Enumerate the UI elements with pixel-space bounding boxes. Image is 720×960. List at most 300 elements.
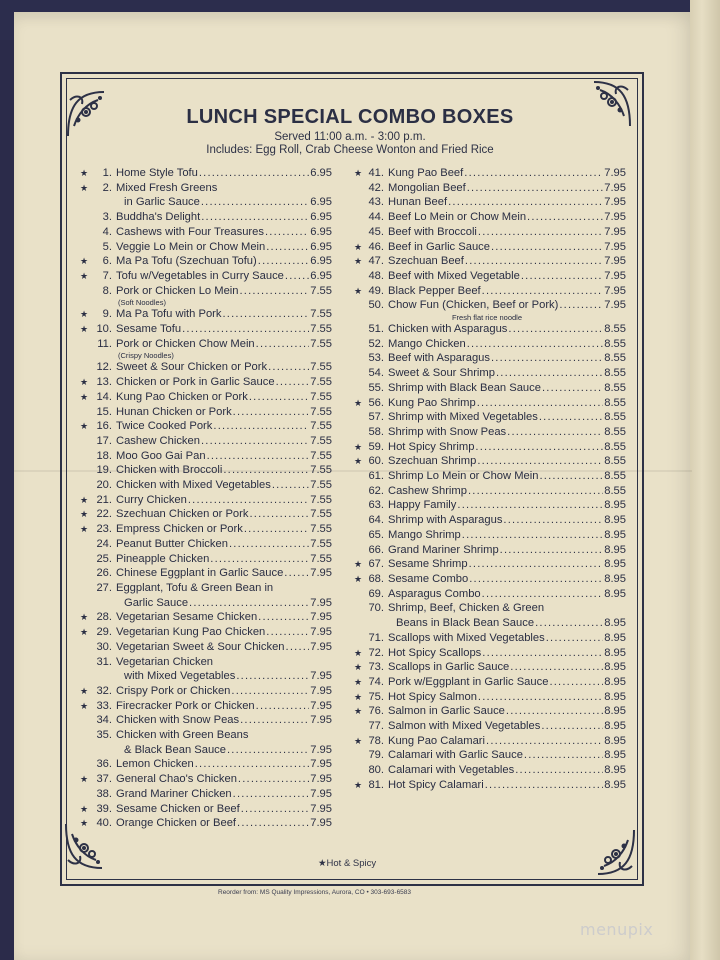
item-number: 52. (368, 337, 384, 350)
leader-dots (285, 269, 309, 284)
item-line (388, 425, 626, 440)
item-line (116, 816, 332, 831)
item-line (116, 390, 332, 405)
hot-spicy-star-icon (354, 587, 364, 602)
item-price: 7.95 (310, 787, 332, 800)
item-price: 7.95 (310, 626, 332, 639)
hot-spicy-star-icon (354, 498, 364, 513)
item-name: Szechuan Shrimp (388, 455, 477, 468)
item-line (116, 757, 332, 772)
item-name: Shrimp, Beef, Chicken & Green (388, 602, 545, 615)
item-number: 53. (368, 352, 384, 365)
item-name: Sweet & Sour Shrimp (388, 367, 495, 380)
hot-spicy-star-icon: ★ (354, 573, 363, 584)
menu-column-left (80, 166, 332, 831)
item-price: 8.55 (604, 352, 626, 365)
item-line (116, 375, 332, 390)
item-price: 8.95 (604, 617, 626, 630)
item-line (388, 469, 626, 484)
item-name: Calamari with Vegetables (388, 764, 515, 777)
hot-spicy-star-icon (354, 351, 364, 366)
item-body (388, 381, 626, 396)
menu-item (354, 587, 626, 602)
leader-dots (238, 772, 309, 787)
item-price: 8.55 (604, 367, 626, 380)
leader-dots (477, 454, 603, 469)
item-name: Chicken with Snow Peas (116, 714, 240, 727)
menu-item (80, 322, 332, 337)
item-line (116, 566, 332, 581)
item-price: 8.95 (604, 675, 626, 688)
item-body (116, 254, 332, 269)
item-name: Home Style Tofu (116, 167, 198, 179)
leader-dots (491, 240, 603, 255)
item-name: Salmon with Mixed Vegetables (388, 720, 541, 733)
item-line (388, 181, 626, 196)
leader-dots (258, 610, 309, 625)
item-body (388, 646, 626, 661)
item-line (116, 195, 332, 210)
item-number: 4. (102, 225, 112, 238)
item-number: 40. (96, 817, 112, 830)
menu-item (354, 269, 626, 284)
item-line (116, 640, 332, 655)
item-body (388, 572, 626, 587)
hot-spicy-star-icon: ★ (80, 421, 89, 432)
item-price: 7.95 (310, 640, 332, 653)
menu-item (354, 763, 626, 778)
hot-spicy-star-icon (80, 787, 90, 802)
item-name: Beef with Broccoli (388, 225, 477, 238)
leader-dots (468, 484, 603, 499)
item-number: 10. (96, 323, 112, 336)
item-name: Vegetarian Sweet & Sour Chicken (116, 640, 285, 653)
item-name: Kung Pao Calamari (388, 734, 486, 747)
leader-dots (524, 748, 603, 763)
item-line (116, 240, 332, 255)
item-number: 47. (368, 255, 384, 268)
item-price: 8.95 (604, 661, 626, 674)
item-line (116, 225, 332, 240)
item-price: 6.95 (310, 225, 332, 238)
leader-dots (265, 225, 309, 240)
hot-spicy-star-icon (80, 240, 90, 255)
item-body (116, 307, 332, 322)
item-number: 69. (368, 587, 384, 600)
menu-item (354, 631, 626, 646)
item-name: Kung Pao Shrimp (388, 396, 476, 409)
menu-item (354, 778, 626, 793)
leader-dots (195, 757, 309, 772)
item-name: Beef Lo Mein or Chow Mein (388, 211, 527, 224)
item-price: 8.95 (604, 499, 626, 512)
item-number: 27. (96, 581, 112, 594)
menu-item (354, 543, 626, 558)
leader-dots (268, 360, 309, 375)
menu-item (354, 181, 626, 196)
item-name: Pork w/Eggplant in Garlic Sauce (388, 675, 549, 688)
item-name: Pork or Chicken Chow Mein (116, 337, 255, 350)
hot-spicy-legend: ★Hot & Spicy (318, 858, 377, 869)
item-price: 6.95 (310, 167, 332, 179)
item-line (116, 787, 332, 802)
item-line (388, 322, 626, 337)
item-price: 8.55 (604, 411, 626, 424)
item-name: Peanut Butter Chicken (116, 537, 228, 550)
item-line (388, 763, 626, 778)
item-name: Sesame Combo (388, 572, 469, 585)
hot-spicy-star-icon (354, 484, 364, 499)
leader-dots (507, 425, 603, 440)
menu-item (354, 254, 626, 269)
item-line (116, 493, 332, 508)
hot-spicy-star-icon (80, 566, 90, 581)
leader-dots (213, 419, 309, 434)
leader-dots (286, 640, 310, 655)
menu-item (80, 655, 332, 684)
item-price: 8.55 (604, 455, 626, 468)
item-name: Chicken with Broccoli (116, 464, 223, 477)
item-number: 73. (368, 661, 384, 674)
item-line (116, 713, 332, 728)
leader-dots (258, 254, 309, 269)
reorder-footer: Reorder from: MS Quality Impressions, Aurora, CO • 303-693-6583 (218, 889, 412, 896)
hot-spicy-star-icon: ★ (80, 324, 89, 335)
item-body (388, 587, 626, 602)
item-name: Mongolian Beef (388, 181, 466, 194)
menu-item (354, 660, 626, 675)
hot-spicy-star-icon: ★ (354, 241, 363, 252)
leader-dots (457, 498, 603, 513)
menu-column-right (354, 166, 626, 793)
item-line (116, 802, 332, 817)
item-number: 13. (96, 376, 112, 389)
item-name: Ma Pa Tofu with Pork (116, 308, 222, 321)
item-number: 64. (368, 514, 384, 527)
item-name: Happy Family (388, 499, 457, 512)
item-number: 45. (368, 225, 384, 238)
leader-dots (559, 298, 603, 313)
item-name: Beef in Garlic Sauce (388, 240, 490, 253)
leader-dots (527, 210, 603, 225)
item-body (116, 449, 332, 464)
item-body (388, 322, 626, 337)
item-name: Mango Shrimp (388, 528, 461, 541)
menu-item (354, 166, 626, 181)
menu-item (80, 434, 332, 449)
item-name: Chicken with Asparagus (388, 323, 508, 336)
item-body (388, 778, 626, 793)
item-price: 7.55 (310, 284, 332, 297)
item-body (388, 690, 626, 705)
item-line (388, 616, 626, 631)
item-name: Shrimp with Snow Peas (388, 425, 507, 438)
hot-spicy-star-icon: ★ (354, 559, 363, 570)
hot-spicy-star-icon (354, 410, 364, 425)
item-line (388, 646, 626, 661)
item-price: 8.95 (604, 749, 626, 762)
item-price: 7.95 (604, 167, 626, 179)
item-name: Pineapple Chicken (116, 552, 210, 565)
menu-item (80, 419, 332, 434)
menu-item (354, 210, 626, 225)
leader-dots (201, 195, 309, 210)
item-body (116, 522, 332, 537)
leader-dots (539, 410, 603, 425)
leader-dots (485, 778, 603, 793)
item-name: Sesame Shrimp (388, 558, 468, 571)
item-name: Moo Goo Gai Pan (116, 449, 206, 462)
hot-spicy-star-icon: ★ (354, 662, 363, 673)
flourish-bottom-right-icon (582, 824, 638, 880)
item-price: 7.55 (310, 493, 332, 506)
leader-dots (237, 816, 309, 831)
menu-item (354, 646, 626, 661)
item-number: 46. (368, 240, 384, 253)
item-line (116, 337, 332, 352)
leader-dots (266, 240, 309, 255)
item-body (116, 655, 332, 684)
item-price: 7.95 (310, 817, 332, 830)
hot-spicy-star-icon (80, 757, 90, 772)
item-line (388, 440, 626, 455)
menu-item (80, 728, 332, 757)
item-name: Szechuan Chicken or Pork (116, 508, 249, 521)
item-number: 24. (96, 537, 112, 550)
item-number: 61. (368, 470, 384, 483)
menu-item (80, 566, 332, 581)
item-body (388, 454, 626, 469)
item-name: Sesame Tofu (116, 323, 182, 336)
item-body (116, 581, 332, 610)
item-number: 19. (96, 464, 112, 477)
item-price: 7.95 (310, 758, 332, 771)
menu-item (80, 375, 332, 390)
item-number: 51. (368, 323, 384, 336)
item-name: Hot Spicy Salmon (388, 690, 477, 703)
item-body (388, 425, 626, 440)
hot-spicy-star-icon: ★ (354, 397, 363, 408)
hot-spicy-star-icon (354, 225, 364, 240)
item-number: 72. (368, 646, 384, 659)
menu-item (80, 699, 332, 714)
hot-spicy-star-icon (80, 537, 90, 552)
menu-item (80, 640, 332, 655)
item-price: 8.55 (604, 337, 626, 350)
leader-dots (477, 396, 604, 411)
item-body (116, 337, 332, 361)
item-price: 7.55 (310, 361, 332, 374)
menu-item (80, 802, 332, 817)
menu-item (80, 787, 332, 802)
leader-dots (266, 625, 309, 640)
item-line (116, 596, 332, 611)
item-body (116, 757, 332, 772)
menu-item (80, 269, 332, 284)
item-number: 29. (96, 626, 112, 639)
item-body (388, 351, 626, 366)
leader-dots (188, 493, 309, 508)
menu-item (80, 284, 332, 308)
leader-dots (244, 522, 309, 537)
hot-spicy-star-icon (80, 478, 90, 493)
item-body (388, 284, 626, 299)
leader-dots (207, 449, 310, 464)
hot-spicy-star-icon (354, 543, 364, 558)
item-body (116, 166, 332, 181)
hot-spicy-star-icon (354, 528, 364, 543)
item-price: 8.55 (604, 440, 626, 453)
menu-item (354, 469, 626, 484)
item-price: 8.95 (604, 734, 626, 747)
leader-dots (210, 552, 309, 567)
menu-item (354, 513, 626, 528)
item-body (116, 787, 332, 802)
menu-item (80, 772, 332, 787)
item-line (388, 572, 626, 587)
item-line (388, 366, 626, 381)
item-line (116, 684, 332, 699)
item-line (388, 704, 626, 719)
item-line (116, 772, 332, 787)
item-line (388, 351, 626, 366)
item-line (388, 166, 626, 181)
item-number: 43. (368, 196, 384, 209)
item-line (388, 513, 626, 528)
item-line (116, 284, 332, 299)
leader-dots (284, 566, 309, 581)
leader-dots (469, 572, 603, 587)
item-number: 36. (96, 758, 112, 771)
item-body (388, 601, 626, 630)
item-name: Kung Pao Beef (388, 167, 464, 179)
hot-spicy-star-icon (354, 631, 364, 646)
item-number: 18. (96, 449, 112, 462)
item-body (388, 410, 626, 425)
item-line (388, 690, 626, 705)
item-line (116, 507, 332, 522)
item-line (116, 269, 332, 284)
menu-item (354, 366, 626, 381)
hot-spicy-star-icon: ★ (80, 391, 89, 402)
item-price: 8.95 (604, 543, 626, 556)
menu-item (80, 225, 332, 240)
item-number: 14. (96, 390, 112, 403)
item-number: 26. (96, 567, 112, 580)
leader-dots (515, 763, 603, 778)
item-number: 5. (102, 240, 112, 253)
leader-dots (199, 166, 309, 181)
leader-dots (223, 307, 310, 322)
item-name-continued: with Mixed Vegetables (124, 670, 236, 683)
item-number: 41. (368, 167, 384, 179)
item-number: 21. (96, 493, 112, 506)
item-price: 8.95 (604, 514, 626, 527)
menu-item (354, 284, 626, 299)
item-price: 7.95 (310, 802, 332, 815)
item-body (388, 763, 626, 778)
leader-dots (521, 269, 603, 284)
leader-dots (223, 463, 309, 478)
item-number: 66. (368, 543, 384, 556)
item-price: 7.55 (310, 449, 332, 462)
item-number: 42. (368, 181, 384, 194)
item-price: 7.55 (310, 508, 332, 521)
item-body (388, 719, 626, 734)
hot-spicy-star-icon (80, 405, 90, 420)
menu-item (354, 410, 626, 425)
menu-item (80, 610, 332, 625)
item-price: 7.55 (310, 308, 332, 321)
item-body (116, 728, 332, 757)
item-name: Firecracker Pork or Chicken (116, 699, 255, 712)
item-name: Grand Mariner Chicken (116, 787, 232, 800)
hot-spicy-star-icon (354, 601, 364, 630)
menu-item (80, 463, 332, 478)
leader-dots (478, 690, 603, 705)
item-line (388, 254, 626, 269)
item-body (116, 434, 332, 449)
item-body (388, 734, 626, 749)
item-name: Kung Pao Chicken or Pork (116, 390, 248, 403)
item-price: 6.95 (310, 196, 332, 209)
item-body (388, 543, 626, 558)
item-price: 7.55 (310, 323, 332, 336)
menu-item (80, 757, 332, 772)
item-number: 48. (368, 269, 384, 282)
leader-dots (276, 375, 310, 390)
hot-spicy-star-icon (354, 366, 364, 381)
item-note: Fresh flat rice noodle (451, 313, 523, 323)
item-line (388, 631, 626, 646)
item-line (388, 210, 626, 225)
menu-item (354, 396, 626, 411)
item-name-continued: Garlic Sauce (124, 596, 189, 609)
menu-item (80, 713, 332, 728)
hot-spicy-star-icon (80, 640, 90, 655)
item-body (116, 493, 332, 508)
menu-title: LUNCH SPECIAL COMBO BOXES (186, 106, 514, 128)
item-body (388, 631, 626, 646)
menu-item (354, 381, 626, 396)
hot-spicy-star-icon (80, 434, 90, 449)
leader-dots (510, 660, 603, 675)
menu-item (354, 498, 626, 513)
item-price: 6.95 (310, 240, 332, 253)
item-name: Cashews with Four Treasures (116, 225, 264, 238)
item-number: 23. (96, 523, 112, 536)
item-line (116, 522, 332, 537)
hot-spicy-star-icon (354, 322, 364, 337)
item-body (116, 375, 332, 390)
item-number: 79. (368, 749, 384, 762)
menu-paper-edge (690, 0, 720, 960)
item-line (116, 478, 332, 493)
leader-dots (233, 787, 310, 802)
item-price: 8.55 (604, 396, 626, 409)
item-price: 7.95 (604, 299, 626, 312)
item-body (116, 225, 332, 240)
item-body (116, 322, 332, 337)
item-body (116, 713, 332, 728)
item-body (116, 802, 332, 817)
item-line (116, 610, 332, 625)
hot-spicy-star-icon (354, 298, 364, 322)
menu-item (80, 493, 332, 508)
item-name: Sesame Chicken or Beef (116, 802, 240, 815)
item-number: 16. (96, 420, 112, 433)
item-body (116, 360, 332, 375)
